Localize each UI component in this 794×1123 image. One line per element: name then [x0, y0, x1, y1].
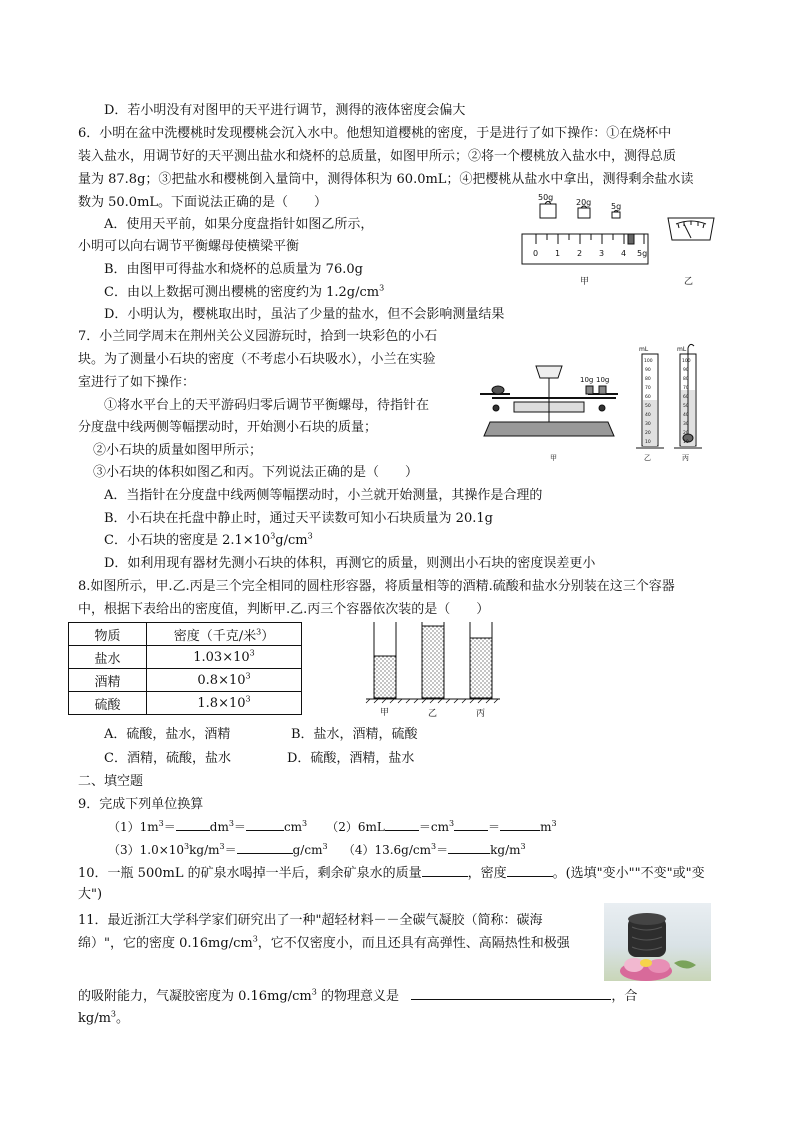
q6-option-d: D．小明认为，樱桃取出时，虽沾了少量的盐水，但不会影响测量结果: [104, 307, 505, 322]
q8-line-2: 中，根据下表给出的密度值，判断甲.乙.丙三个容器依次装的是（ ）: [78, 602, 490, 617]
scale-label: 40: [645, 413, 651, 418]
answer-blank[interactable]: [454, 818, 488, 831]
q7-line-1: 7．小兰同学周末在荆州关公义园游玩时，拾到一块彩色的小石: [78, 329, 438, 344]
ruler-tick-label: 5g: [637, 249, 648, 258]
table-row: [69, 646, 302, 669]
cylinder-unit-label: mL: [677, 346, 687, 353]
q11-line-2: 绵）"，它的密度 $0.16mg/cm^3$，它不仅密度小，而且还具有高弹性、高隔热性和极强: [78, 934, 570, 951]
q9-row-1: $(1)1m^3= dm^3= cm^3$ $(2)6mL =cm^3 = m^3$: [108, 819, 557, 834]
q8-option-a: A．硫酸，盐水，酒精: [104, 727, 231, 742]
scale-label: 100: [682, 359, 691, 364]
ruler-tick-label: 0: [533, 249, 539, 258]
table-row: [69, 692, 302, 715]
q6-option-b: B．由图甲可得盐水和烧杯的总质量为 76.0g: [104, 262, 363, 277]
ruler-tick-label: 3: [599, 249, 605, 258]
answer-blank[interactable]: [176, 818, 210, 831]
q7-balance-figure: [474, 338, 722, 464]
scale-label: 100: [644, 359, 653, 364]
table-cell: $1.8\times 10^3$: [147, 692, 302, 715]
scale-label: 30: [645, 422, 651, 427]
answer-blank[interactable]: [500, 818, 540, 831]
table-header-substance: 物质: [69, 623, 147, 646]
scale-label: 40: [683, 413, 689, 418]
ruler-tick-label: 4: [621, 249, 627, 258]
q6-option-a-1: A．使用天平前，如果分度盘指针如图乙所示，: [104, 217, 374, 232]
figure-label-jia: 甲: [550, 454, 557, 462]
aerogel-photo: [604, 903, 711, 981]
density-table: [68, 622, 302, 715]
q7-option-c: C．小石块的密度是 $2.1\times 10^3g/cm^3$: [104, 531, 313, 548]
ruler-tick-label: 1: [555, 249, 561, 258]
q7-step-1a: ①将水平台上的天平游码归零后调节平衡螺母，待指针在: [104, 398, 430, 413]
figure-label-yi: 乙: [644, 454, 651, 462]
q10-line-2: 大"): [78, 887, 103, 902]
answer-blank[interactable]: [385, 818, 419, 831]
q8-containers-figure: [364, 618, 504, 720]
figure-label-jia: 甲: [580, 277, 590, 287]
table-cell: 硫酸: [69, 692, 147, 715]
q7-step-1b: 分度盘中线两侧等幅摆动时，开始测小石块的质量；: [78, 420, 378, 435]
weight-20g-label: 20g: [576, 198, 592, 207]
q9-title: 9．完成下列单位换算: [78, 797, 204, 812]
scale-label: 20: [645, 431, 651, 436]
q8-option-b: B．盐水，酒精，硫酸: [291, 727, 418, 742]
weight-10g-label: 10g: [596, 376, 610, 384]
scale-label: 60: [645, 395, 651, 400]
table-cell: $1.03\times 10^3$: [147, 646, 302, 669]
answer-blank[interactable]: [411, 987, 611, 1000]
section-title-fill-in: 二、填空题: [78, 774, 144, 789]
weight-10g-label: 10g: [580, 376, 594, 384]
scale-label: 80: [645, 377, 651, 382]
q8-option-c: C．酒精，硫酸，盐水: [104, 751, 231, 766]
scale-label: 50: [645, 404, 651, 409]
q5-option-d: D．若小明没有对图甲的天平进行调节，测得的液体密度会偏大: [104, 103, 466, 118]
figure-label-bing: 丙: [682, 454, 689, 462]
q8-line-1: 8.如图所示，甲.乙.丙是三个完全相同的圆柱形容器，将质量相等的酒精.硫酸和盐水分别装在这三个容器: [78, 579, 675, 594]
q7-step-3: ③小石块的体积如图乙和丙。下列说法正确的是（ ）: [93, 465, 419, 480]
pointer-dial-icon: [668, 218, 714, 240]
answer-blank[interactable]: [507, 864, 553, 877]
figure-label-jia: 甲: [380, 708, 390, 718]
figure-label-bing: 丙: [476, 709, 486, 719]
q8-option-d: D．硫酸，酒精，盐水: [287, 751, 415, 766]
table-cell: 盐水: [69, 646, 147, 669]
table-header-density: 密度（千克/米$^3$）: [147, 623, 302, 646]
scale-label: 70: [683, 386, 689, 391]
q6-line-1: 6．小明在盆中洗樱桃时发现樱桃会沉入水中。他想知道樱桃的密度，于是进行了如下操作：①在烧杯中: [78, 126, 672, 141]
table-cell: 酒精: [69, 669, 147, 692]
q7-option-a: A．当指针在分度盘中线两侧等幅摆动时，小兰就开始测量，其操作是合理的: [104, 488, 543, 503]
scale-label: 30: [683, 422, 689, 427]
table-cell: $0.8\times 10^3$: [147, 669, 302, 692]
weight-5g-label: 5g: [611, 202, 622, 211]
aerogel-on-flower-image: [604, 903, 711, 981]
scale-label: 10: [645, 440, 651, 445]
q11-line-4: $kg/m^3$。: [78, 1009, 130, 1026]
table-row: [69, 623, 302, 646]
q6-option-a-2: 小明可以向右调节平衡螺母使横梁平衡: [78, 239, 300, 254]
q7-step-2: ②小石块的质量如图甲所示；: [93, 443, 263, 458]
q11-line-3: 的吸附能力，气凝胶密度为 $0.16mg/cm^3$ 的物理意义是 ，合: [78, 987, 638, 1004]
table-row: [69, 669, 302, 692]
weight-50g-label: 50g: [538, 193, 554, 202]
figure-label-yi: 乙: [428, 709, 438, 719]
scale-label: 70: [645, 386, 651, 391]
q9-row-2: $(3)1.0\times 10^3kg/m^3= g/cm^3$ $(4)13.6g/cm^3= kg/m^3$: [108, 842, 526, 857]
q10-line-1: 10．一瓶 500mL 的矿泉水喝掉一半后，剩余矿泉水的质量 ，密度 。(选填"变小""不变"或"变: [78, 866, 705, 881]
q7-line-3: 室进行了如下操作：: [78, 375, 196, 390]
answer-blank[interactable]: [448, 841, 490, 854]
scale-label: 50: [683, 404, 689, 409]
q6-line-3: 量为 87.8g；③把盐水和樱桃倒入量筒中，测得体积为 60.0mL；④把樱桃从盐水中拿出，测得剩余盐水读: [78, 172, 694, 187]
answer-blank[interactable]: [422, 864, 468, 877]
scale-label: 90: [645, 368, 651, 373]
answer-blank[interactable]: [246, 818, 284, 831]
cylinder-unit-label: mL: [639, 346, 649, 353]
q7-option-b: B．小石块在托盘中静止时，通过天平读数可知小石块质量为 20.1g: [104, 511, 493, 526]
scale-label: 10: [683, 440, 689, 445]
q7-line-2: 块。为了测量小石块的密度（不考虑小石块吸水），小兰在实验: [78, 352, 436, 367]
q11-line-1: 11．最近浙江大学科学家们研究出了一种"超轻材料－－全碳气凝胶（简称：碳海: [78, 913, 543, 928]
q7-option-d: D．如利用现有器材先测小石块的体积，再测它的质量，则测出小石块的密度误差更小: [104, 556, 596, 571]
answer-blank[interactable]: [237, 841, 293, 854]
scale-label: 80: [683, 377, 689, 382]
q6-line-4: 数为 50.0mL。下面说法正确的是（ ）: [78, 195, 328, 210]
scale-label: 60: [683, 395, 689, 400]
ruler-tick-label: 2: [577, 249, 583, 258]
figure-label-yi: 乙: [684, 277, 694, 287]
q6-line-2: 装入盐水，用调节好的天平测出盐水和烧杯的总质量，如图甲所示；②将一个樱桃放入盐水中，测得总质: [78, 149, 677, 164]
q6-option-c: C．由以上数据可测出樱桃的密度约为 $1.2g/cm^3$: [104, 283, 385, 300]
q6-balance-figure: [518, 190, 718, 290]
scale-label: 90: [683, 368, 689, 373]
scale-label: 20: [683, 431, 689, 436]
